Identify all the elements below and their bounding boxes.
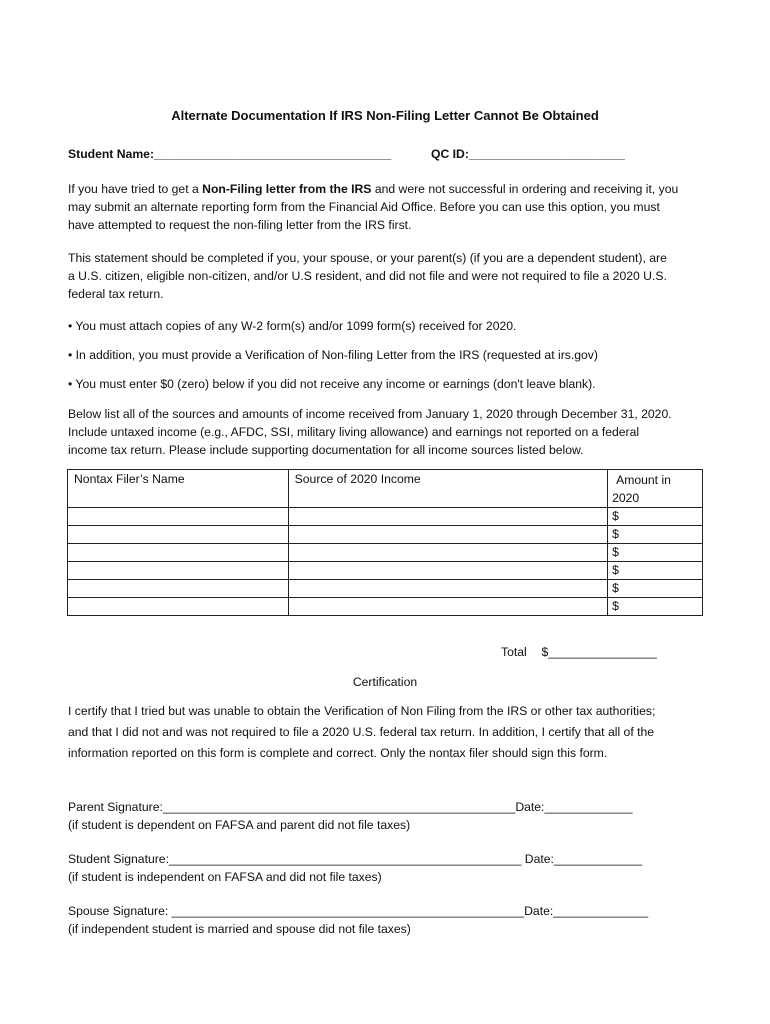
table-row xyxy=(68,562,703,580)
amount-cell[interactable]: $ xyxy=(608,580,703,598)
intro-paragraph xyxy=(68,180,708,234)
header-amount xyxy=(608,470,703,508)
total-field xyxy=(501,643,657,661)
statement-line3: federal tax return. xyxy=(68,287,164,301)
source-cell[interactable] xyxy=(288,526,607,544)
statement-line1: This statement should be completed if you, your spouse, or your parent(s) (if you are a dependent student), are xyxy=(68,251,667,265)
amount-cell[interactable]: $ xyxy=(608,562,703,580)
intro-line1-bold: Non-Filing letter from the IRS xyxy=(202,182,372,196)
name-cell[interactable] xyxy=(68,580,289,598)
qc-id-blank[interactable]: _______________________ xyxy=(468,147,625,161)
amount-cell[interactable]: $ xyxy=(608,508,703,526)
certification-line3: information reported on this form is complete and correct. Only the nontax filer should sign this form. xyxy=(68,746,608,760)
qc-id-label: QC ID: xyxy=(431,147,469,161)
student-signature-note: (if student is independent on FAFSA and did not file taxes) xyxy=(68,870,382,884)
intro-line3: have attempted to request the non-filing letter from the IRS first. xyxy=(68,218,412,232)
table-header-row xyxy=(68,470,703,508)
name-cell[interactable] xyxy=(68,526,289,544)
statement-line2: a U.S. citizen, eligible non-citizen, and/or U.S resident, and did not file and were not required to file a 2020 U.S. xyxy=(68,269,667,283)
intro-line1-post: and were not successful in ordering and receiving it, you xyxy=(371,182,679,196)
amount-cell[interactable]: $ xyxy=(608,544,703,562)
bullet-item: • You must attach copies of any W-2 form(s) and/or 1099 form(s) received for 2020. xyxy=(68,319,517,333)
table-row xyxy=(68,508,703,526)
bullet-item: • In addition, you must provide a Verification of Non-filing Letter from the IRS (requested at irs.gov) xyxy=(68,348,598,362)
table-row xyxy=(68,580,703,598)
table-row xyxy=(68,598,703,616)
name-cell[interactable] xyxy=(68,598,289,616)
table-row xyxy=(68,544,703,562)
name-cell[interactable] xyxy=(68,562,289,580)
qc-id-field[interactable] xyxy=(431,145,625,163)
source-cell[interactable] xyxy=(288,562,607,580)
income-table xyxy=(67,469,703,616)
statement-paragraph xyxy=(68,249,708,303)
income-instructions-line2: Include untaxed income (e.g., AFDC, SSI, military living allowance) and earnings not reported on a federal xyxy=(68,425,640,439)
total-value[interactable]: $________________ xyxy=(541,645,657,659)
name-cell[interactable] xyxy=(68,544,289,562)
income-instructions-line3: income tax return. Please include supporting documentation for all income sources listed below. xyxy=(68,443,584,457)
student-name-field[interactable] xyxy=(68,145,391,163)
certification-heading: Certification xyxy=(352,675,418,689)
name-cell[interactable] xyxy=(68,508,289,526)
student-name-blank[interactable]: ___________________________________ xyxy=(154,147,392,161)
document-title: Alternate Documentation If IRS Non-Filing Letter Cannot Be Obtained xyxy=(171,108,599,123)
amount-cell[interactable]: $ xyxy=(608,598,703,616)
student-name-label: Student Name: xyxy=(68,147,154,161)
table-row xyxy=(68,526,703,544)
parent-signature-note: (if student is dependent on FAFSA and parent did not file taxes) xyxy=(68,818,411,832)
certification-line2: and that I did not and was not required to file a 2020 U.S. federal tax return. In addition, I certify that all of the xyxy=(68,725,655,739)
source-cell[interactable] xyxy=(288,508,607,526)
intro-line1-pre: If you have tried to get a xyxy=(68,182,203,196)
amount-cell[interactable]: $ xyxy=(608,526,703,544)
certification-paragraph xyxy=(68,702,708,762)
intro-line2: may submit an alternate reporting form from the Financial Aid Office. Before you can use this option, you must xyxy=(68,200,660,214)
header-amount-line2: 2020 xyxy=(612,491,640,505)
total-label: Total xyxy=(501,645,527,659)
source-cell[interactable] xyxy=(288,544,607,562)
spouse-signature-line[interactable]: Spouse Signature: ____________________________________________________Date:______________ xyxy=(68,904,649,918)
income-instructions-line1: Below list all of the sources and amounts of income received from January 1, 2020 through December 31, 2020. xyxy=(68,407,672,421)
bullet-item: • You must enter $0 (zero) below if you did not receive any income or earnings (don't leave blank). xyxy=(68,377,596,391)
parent-signature-line[interactable]: Parent Signature:____________________________________________________Date:_____________ xyxy=(68,800,633,814)
source-cell[interactable] xyxy=(288,598,607,616)
income-instructions xyxy=(68,405,708,459)
source-cell[interactable] xyxy=(288,580,607,598)
certification-line1: I certify that I tried but was unable to obtain the Verification of Non Filing from the IRS or other tax authorities; xyxy=(68,704,656,718)
header-amount-line1: Amount in xyxy=(616,473,671,487)
student-signature-line[interactable]: Student Signature:____________________________________________________ Date:_____________ xyxy=(68,852,643,866)
header-nontax-filer-name: Nontax Filer’s Name xyxy=(68,470,289,508)
header-source-of-income: Source of 2020 Income xyxy=(288,470,607,508)
spouse-signature-note: (if independent student is married and spouse did not file taxes) xyxy=(68,922,411,936)
